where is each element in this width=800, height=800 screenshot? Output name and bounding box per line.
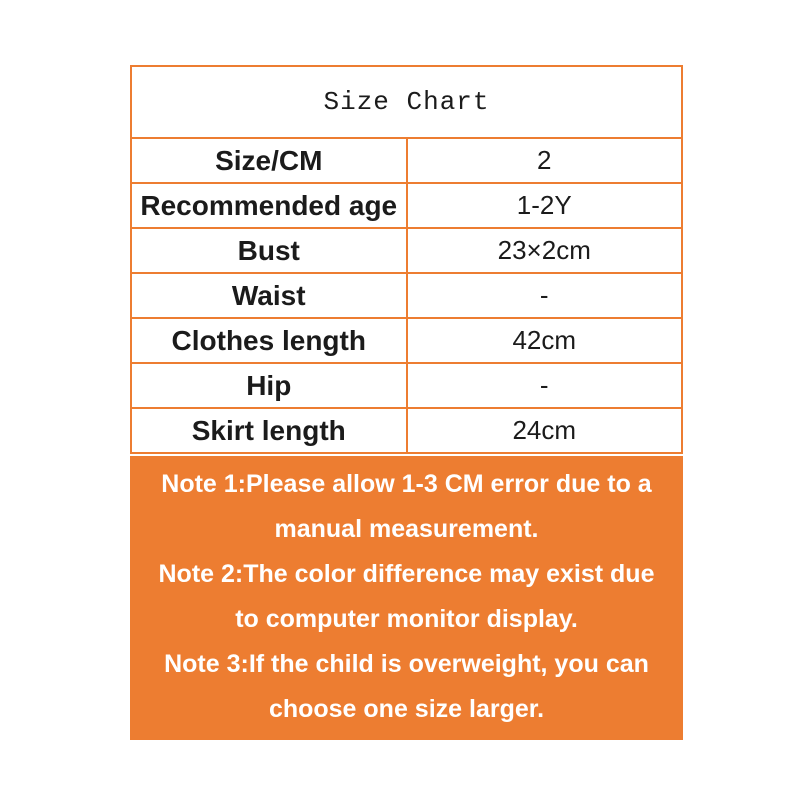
row-value: - xyxy=(407,273,683,318)
row-value: - xyxy=(407,363,683,408)
row-label: Bust xyxy=(131,228,407,273)
row-label: Recommended age xyxy=(131,183,407,228)
row-label: Waist xyxy=(131,273,407,318)
row-value: 2 xyxy=(407,138,683,183)
row-label: Size/CM xyxy=(131,138,407,183)
table-row xyxy=(131,318,682,363)
row-label: Clothes length xyxy=(131,318,407,363)
row-label: Skirt length xyxy=(131,408,407,453)
row-label: Hip xyxy=(131,363,407,408)
size-chart-title: Size Chart xyxy=(131,66,682,138)
row-value: 42cm xyxy=(407,318,683,363)
table-row xyxy=(131,408,682,453)
table-row xyxy=(131,363,682,408)
note-line: Note 3:If the child is overweight, you can choose one size larger. xyxy=(164,650,649,723)
table-title-row xyxy=(131,66,682,138)
row-value: 23×2cm xyxy=(407,228,683,273)
notes-block xyxy=(130,456,683,740)
table-row xyxy=(131,273,682,318)
table-row xyxy=(131,228,682,273)
size-chart-table xyxy=(130,65,683,454)
note-line: Note 2:The color difference may exist due to computer monitor display. xyxy=(158,560,655,633)
table-row xyxy=(131,183,682,228)
row-value: 24cm xyxy=(407,408,683,453)
note-line: Note 1:Please allow 1-3 CM error due to a manual measurement. xyxy=(161,470,652,543)
table-row xyxy=(131,138,682,183)
row-value: 1-2Y xyxy=(407,183,683,228)
